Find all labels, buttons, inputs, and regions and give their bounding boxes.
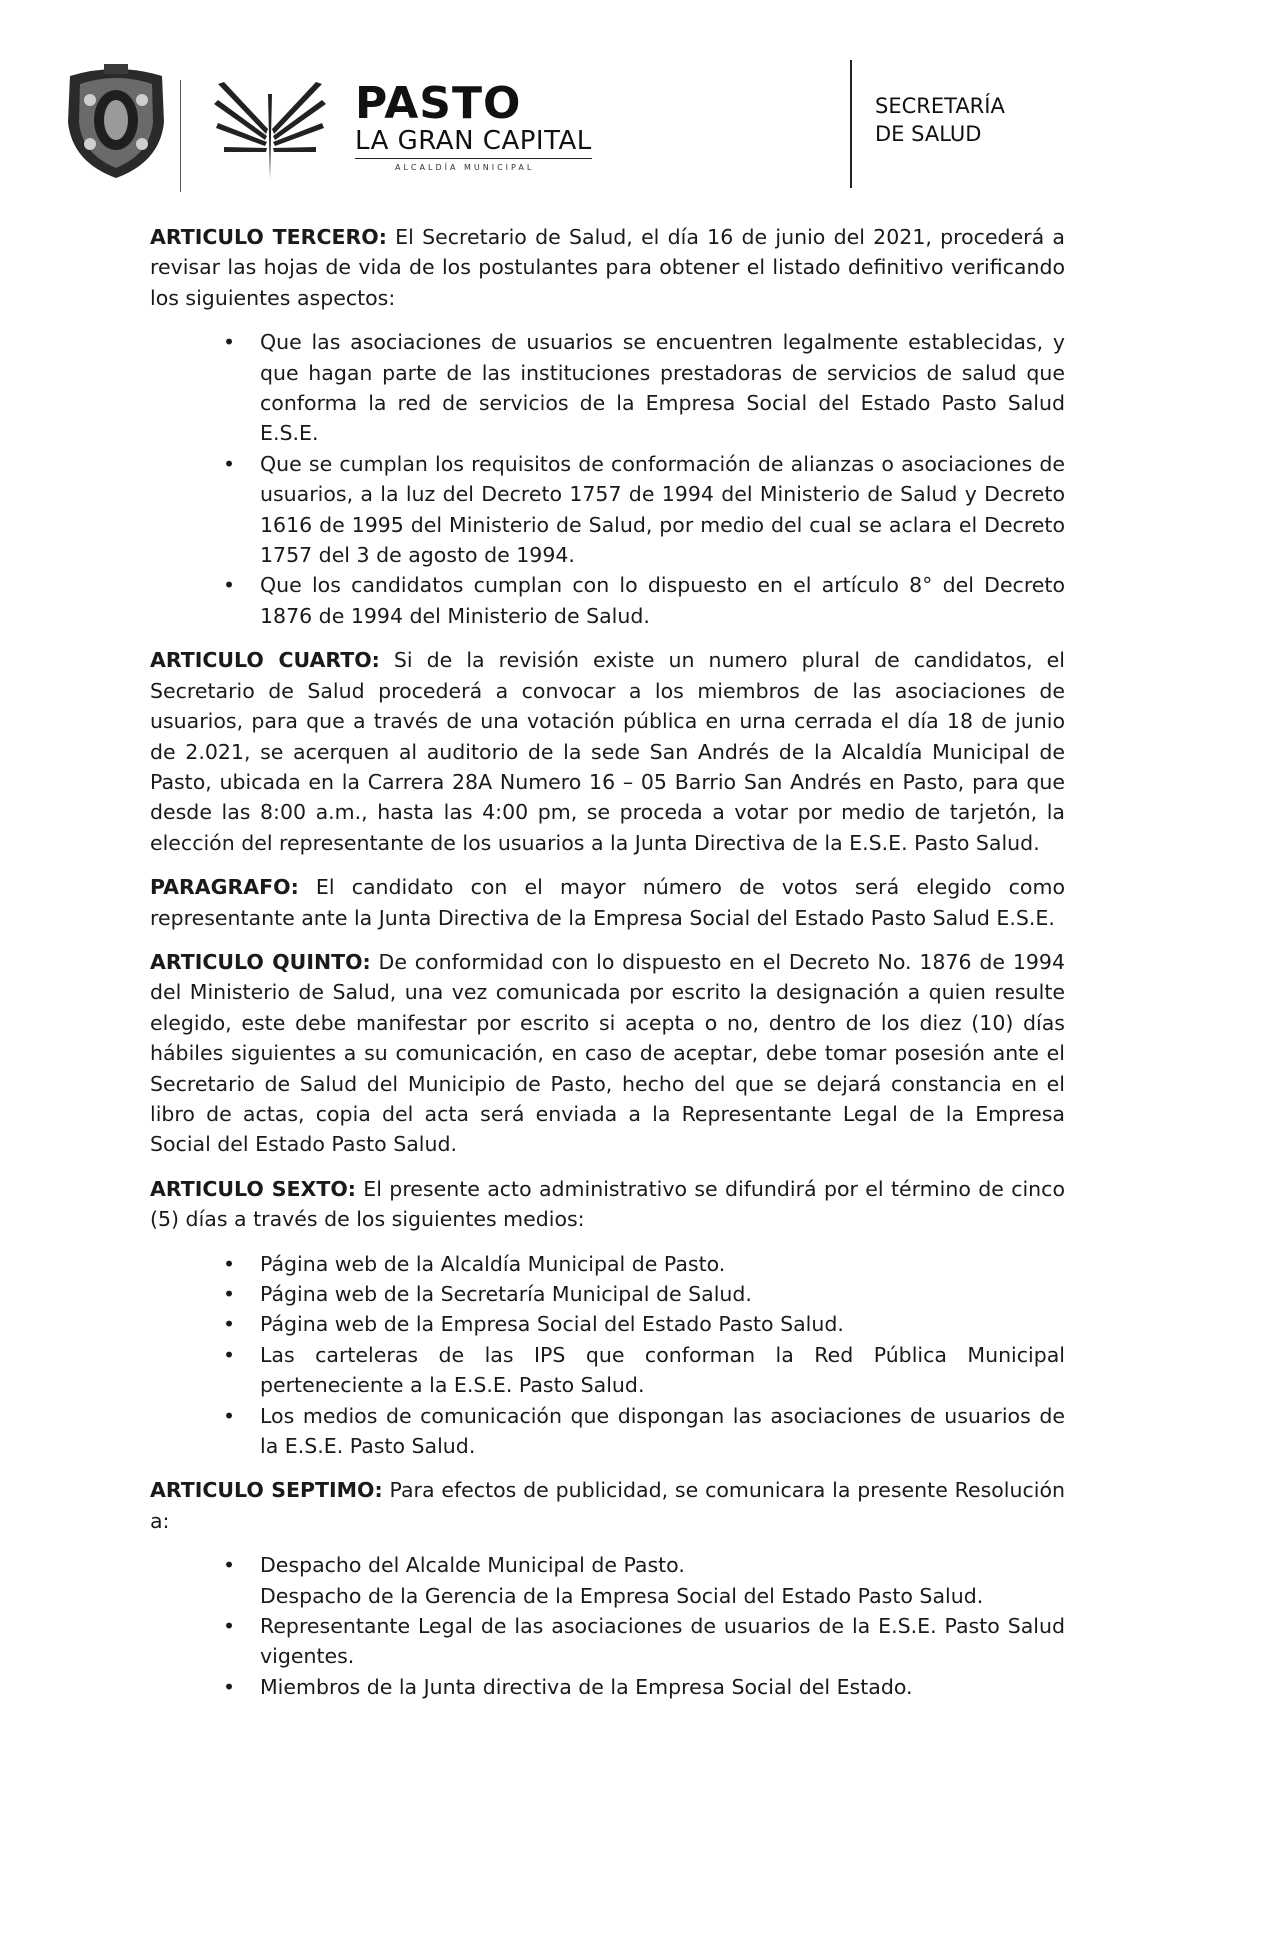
bullet-icon: • bbox=[223, 1282, 236, 1306]
letterhead bbox=[60, 40, 1220, 190]
list-item-text: Que las asociaciones de usuarios se encuentren legalmente establecidas, y que hagan parte de las instituciones prestadoras de servicios de salud que conforma la red de servicios de la Empresa Social del Estado Pasto Salud E.S.E. bbox=[260, 330, 1065, 446]
list-item-text: Página web de la Empresa Social del Estado Pasto Salud. bbox=[260, 1312, 844, 1337]
paragrafo bbox=[150, 872, 1065, 933]
list-item bbox=[150, 1279, 1065, 1309]
article-text: Si de la revisión existe un numero plural de candidatos, el Secretario de Salud procederá a convocar a los miembros de las asociaciones de usuarios, para que a través de una votación pública en urna cerrada el día 18 de junio de 2.021, se acerquen al auditorio de la sede San Andrés de la Alcaldía Municipal de Pasto, ubicada en la Carrera 28A Numero 16 – 05 Barrio San Andrés en Pasto, para que desde las 8:00 a.m., hasta las 4:00 pm, se proceda a votar por medio de tarjetón, la elección del representante de los usuarios a la Junta Directiva de la E.S.E. Pasto Salud. bbox=[150, 648, 1065, 855]
article-label: ARTICULO TERCERO: bbox=[150, 225, 387, 249]
list-item-text: Las carteleras de las IPS que conforman la Red Pública Municipal perteneciente a la E.S.E. Pasto Salud. bbox=[260, 1342, 1065, 1398]
article-label: ARTICULO SEXTO: bbox=[150, 1176, 356, 1201]
list-item bbox=[150, 570, 1065, 631]
brand-title: PASTO bbox=[355, 78, 522, 129]
header-divider bbox=[850, 60, 852, 188]
list-item-text: Que los candidatos cumplan con lo dispuesto en el artículo 8° del Decreto 1876 de 1994 del Ministerio de Salud. bbox=[260, 573, 1065, 628]
department-line-1: SECRETARÍA bbox=[875, 94, 1005, 118]
list-item-text: Despacho de la Gerencia de la Empresa Social del Estado Pasto Salud. bbox=[260, 1583, 984, 1608]
list-item-text: Los medios de comunicación que dispongan las asociaciones de usuarios de la E.S.E. Pasto Salud. bbox=[260, 1403, 1065, 1459]
article-text: El candidato con el mayor número de votos será elegido como representante ante la Junta Directiva de la Empresa Social del Estado Pasto Salud E.S.E. bbox=[150, 875, 1065, 930]
list-item bbox=[150, 1249, 1065, 1279]
list-item bbox=[150, 449, 1065, 571]
list-item bbox=[150, 327, 1065, 449]
article-label: ARTICULO QUINTO: bbox=[150, 949, 371, 974]
bullet-icon: • bbox=[223, 330, 236, 355]
bullet-icon: • bbox=[223, 1403, 236, 1428]
tercero-bullet-list bbox=[150, 327, 1065, 631]
article-sexto bbox=[150, 1174, 1065, 1235]
list-item bbox=[150, 1672, 1065, 1702]
article-cuarto bbox=[150, 645, 1065, 858]
septimo-bullet-list bbox=[150, 1550, 1065, 1702]
bullet-icon: • bbox=[223, 1251, 236, 1276]
bullet-icon: • bbox=[223, 1614, 236, 1639]
bullet-icon: • bbox=[223, 1312, 236, 1337]
list-item-text: Página web de la Secretaría Municipal de Salud. bbox=[260, 1282, 752, 1306]
brand-caption: ALCALDÍA MUNICIPAL bbox=[395, 163, 535, 172]
bullet-icon: • bbox=[223, 1674, 236, 1699]
list-item bbox=[150, 1611, 1065, 1672]
article-label: ARTICULO SEPTIMO: bbox=[150, 1478, 383, 1503]
list-item-text: Página web de la Alcaldía Municipal de Pasto. bbox=[260, 1251, 726, 1276]
article-text: El Secretario de Salud, el día 16 de junio del 2021, procederá a revisar las hojas de vida de los postulantes para obtener el listado definitivo verificando los siguientes aspectos: bbox=[150, 225, 1065, 310]
list-item-text: Que se cumplan los requisitos de conformación de alianzas o asociaciones de usuarios, a la luz del Decreto 1757 de 1994 del Ministerio de Salud y Decreto 1616 de 1995 del Ministerio de Salud, por medio del cual se aclara el Decreto 1757 del 3 de agosto de 1994. bbox=[260, 451, 1065, 568]
list-item bbox=[150, 1309, 1065, 1339]
article-label: PARAGRAFO: bbox=[150, 875, 299, 900]
list-item bbox=[150, 1340, 1065, 1401]
article-septimo bbox=[150, 1475, 1065, 1536]
brand-block bbox=[355, 78, 625, 172]
list-item-text: Representante Legal de las asociaciones de usuarios de la E.S.E. Pasto Salud vigentes. bbox=[260, 1614, 1065, 1669]
article-text: El presente acto administrativo se difundirá por el término de cinco (5) días a través de los siguientes medios: bbox=[150, 1176, 1065, 1232]
list-item bbox=[150, 1550, 1065, 1611]
header-divider-small bbox=[180, 80, 181, 192]
sexto-bullet-list bbox=[150, 1249, 1065, 1462]
article-tercero bbox=[150, 222, 1065, 313]
article-label: ARTICULO CUARTO: bbox=[150, 648, 380, 673]
list-item bbox=[150, 1401, 1065, 1462]
article-text: De conformidad con lo dispuesto en el Decreto No. 1876 de 1994 del Ministerio de Salud, una vez comunicada por escrito la designación a quien resulte elegido, este debe manifestar por escrito si acepta o no, dentro de los diez (10) días hábiles siguientes a su comunicación, en caso de aceptar, debe tomar posesión ante el Secretario de Salud del Municipio de Pasto, hecho del que se dejará constancia en el libro de actas, copia del acta será enviada a la Representante Legal de la Empresa Social del Estado Pasto Salud. bbox=[150, 949, 1065, 1157]
bullet-icon: • bbox=[223, 573, 236, 598]
coat-of-arms-icon bbox=[60, 62, 172, 180]
document-body bbox=[150, 222, 1065, 1716]
article-text: Para efectos de publicidad, se comunicara la presente Resolución a: bbox=[150, 1478, 1065, 1533]
brand-subtitle: LA GRAN CAPITAL bbox=[355, 126, 592, 159]
condor-logo-icon bbox=[210, 74, 330, 184]
bullet-icon: • bbox=[223, 1553, 236, 1578]
bullet-icon: • bbox=[223, 451, 236, 476]
article-quinto bbox=[150, 947, 1065, 1160]
bullet-icon: • bbox=[223, 1342, 236, 1367]
list-item-text: Miembros de la Junta directiva de la Empresa Social del Estado. bbox=[260, 1674, 913, 1699]
list-item-text: Despacho del Alcalde Municipal de Pasto. bbox=[260, 1553, 685, 1578]
department-name bbox=[875, 92, 1005, 148]
department-line-2: DE SALUD bbox=[875, 122, 982, 146]
